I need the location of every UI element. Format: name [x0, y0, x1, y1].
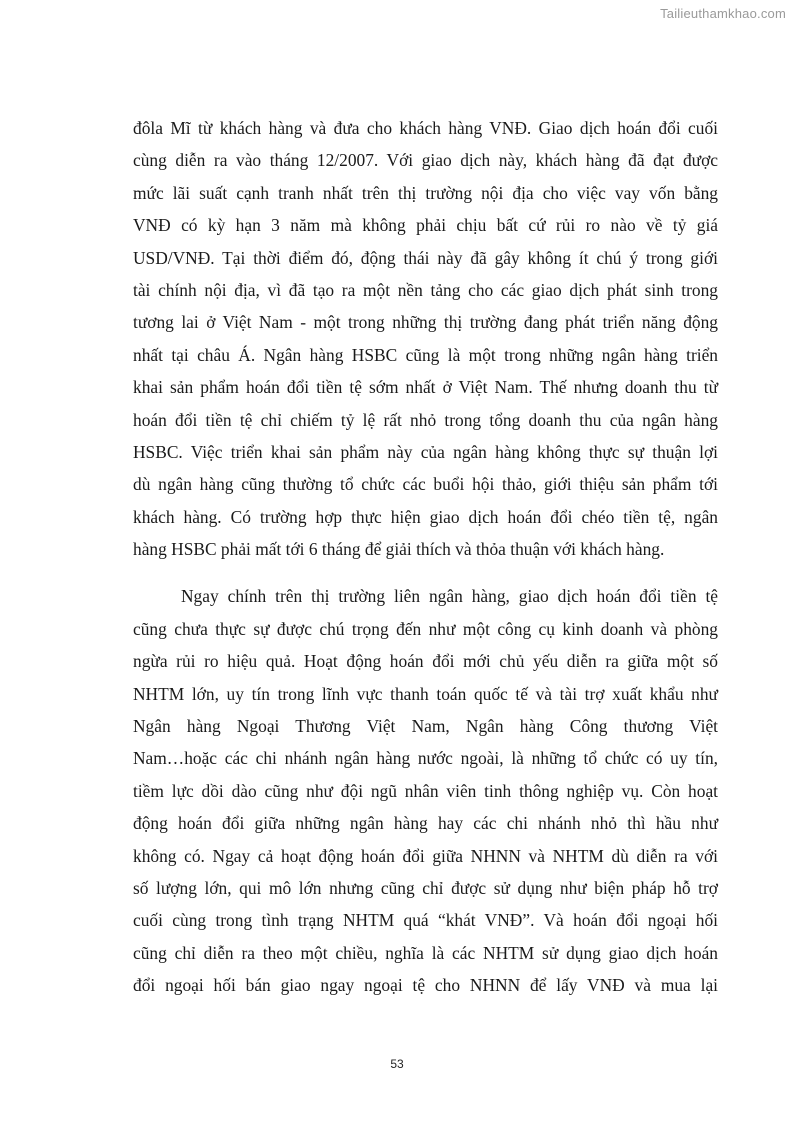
text-line: tương lai ở Việt Nam - một trong những thị trường đang phát triển năng động	[133, 312, 718, 333]
text-line: khai sản phẩm hoán đổi tiền tệ sớm nhất ở Việt Nam. Thế nhưng doanh thu từ	[133, 377, 718, 398]
text-line: cuối cùng trong tình trạng NHTM quá “khát VNĐ”. Và hoán đổi ngoại hối	[133, 910, 718, 931]
text-line: cùng diễn ra vào tháng 12/2007. Với giao dịch này, khách hàng đã đạt được	[133, 150, 718, 171]
text-line: đôla Mĩ từ khách hàng và đưa cho khách hàng VNĐ. Giao dịch hoán đổi cuối	[133, 118, 718, 138]
text-line: tiềm lực dồi dào cũng như đội ngũ nhân viên tinh thông nghiệp vụ. Còn hoạt	[133, 780, 718, 801]
text-line: tài chính nội địa, vì đã tạo ra một nền tảng cho các giao dịch phát sinh trong	[133, 279, 718, 300]
text-line: cũng chưa thực sự được chú trọng đến như một công cụ kinh doanh và phòng	[133, 618, 718, 639]
text-line: ngừa rủi ro hiệu quả. Hoạt động hoán đổi mới chủ yếu diễn ra giữa một số	[133, 651, 718, 672]
text-line: HSBC. Việc triển khai sản phẩm này của ngân hàng không thực sự thuận lợi	[133, 441, 718, 462]
watermark: Tailieuthamkhao.com	[660, 6, 786, 21]
text-line: hàng HSBC phải mất tới 6 tháng để giải thích và thỏa thuận với khách hàng.	[133, 539, 665, 560]
text-line: USD/VNĐ. Tại thời điểm đó, động thái này đã gây không ít chú ý trong giới	[133, 247, 718, 268]
text-line: Ngân hàng Ngoại Thương Việt Nam, Ngân hàng Công thương Việt	[133, 716, 718, 737]
paragraph-1	[133, 112, 718, 565]
text-line: hoán đổi tiền tệ chỉ chiếm tỷ lệ rất nhỏ trong tổng doanh thu của ngân hàng	[133, 409, 718, 430]
text-line: cũng chỉ diễn ra theo một chiều, nghĩa là các NHTM sử dụng giao dịch hoán	[133, 942, 718, 963]
text-line: đổi ngoại hối bán giao ngay ngoại tệ cho NHNN để lấy VNĐ và mua lại	[133, 975, 718, 996]
text-line: số lượng lớn, qui mô lớn nhưng cũng chỉ được sử dụng như biện pháp hỗ trợ	[133, 877, 718, 898]
document-body	[133, 112, 718, 1002]
text-line: nhất tại châu Á. Ngân hàng HSBC cũng là một trong những ngân hàng triển	[133, 344, 718, 365]
page-number: 53	[390, 1057, 404, 1071]
text-line: động hoán đổi giữa những ngân hàng hay các chi nhánh nhỏ thì hầu như	[133, 813, 718, 834]
paragraph-2	[133, 580, 718, 1001]
text-line: NHTM lớn, uy tín trong lĩnh vực thanh toán quốc tế và tài trợ xuất khẩu như	[133, 683, 718, 704]
text-line: Nam…hoặc các chi nhánh ngân hàng nước ngoài, là những tổ chức có uy tín,	[133, 748, 718, 769]
text-line: Ngay chính trên thị trường liên ngân hàng, giao dịch hoán đổi tiền tệ	[181, 586, 718, 607]
text-line: không có. Ngay cả hoạt động hoán đổi giữa NHNN và NHTM dù diễn ra với	[133, 845, 718, 866]
text-line: khách hàng. Có trường hợp thực hiện giao dịch hoán đổi chéo tiền tệ, ngân	[133, 506, 718, 527]
text-line: VNĐ có kỳ hạn 3 năm mà không phải chịu bất cứ rủi ro nào về tỷ giá	[133, 215, 718, 236]
text-line: dù ngân hàng cũng thường tổ chức các buổi hội thảo, giới thiệu sản phẩm tới	[133, 474, 718, 495]
text-line: mức lãi suất cạnh tranh nhất trên thị trường nội địa cho việc vay vốn bằng	[133, 182, 718, 203]
